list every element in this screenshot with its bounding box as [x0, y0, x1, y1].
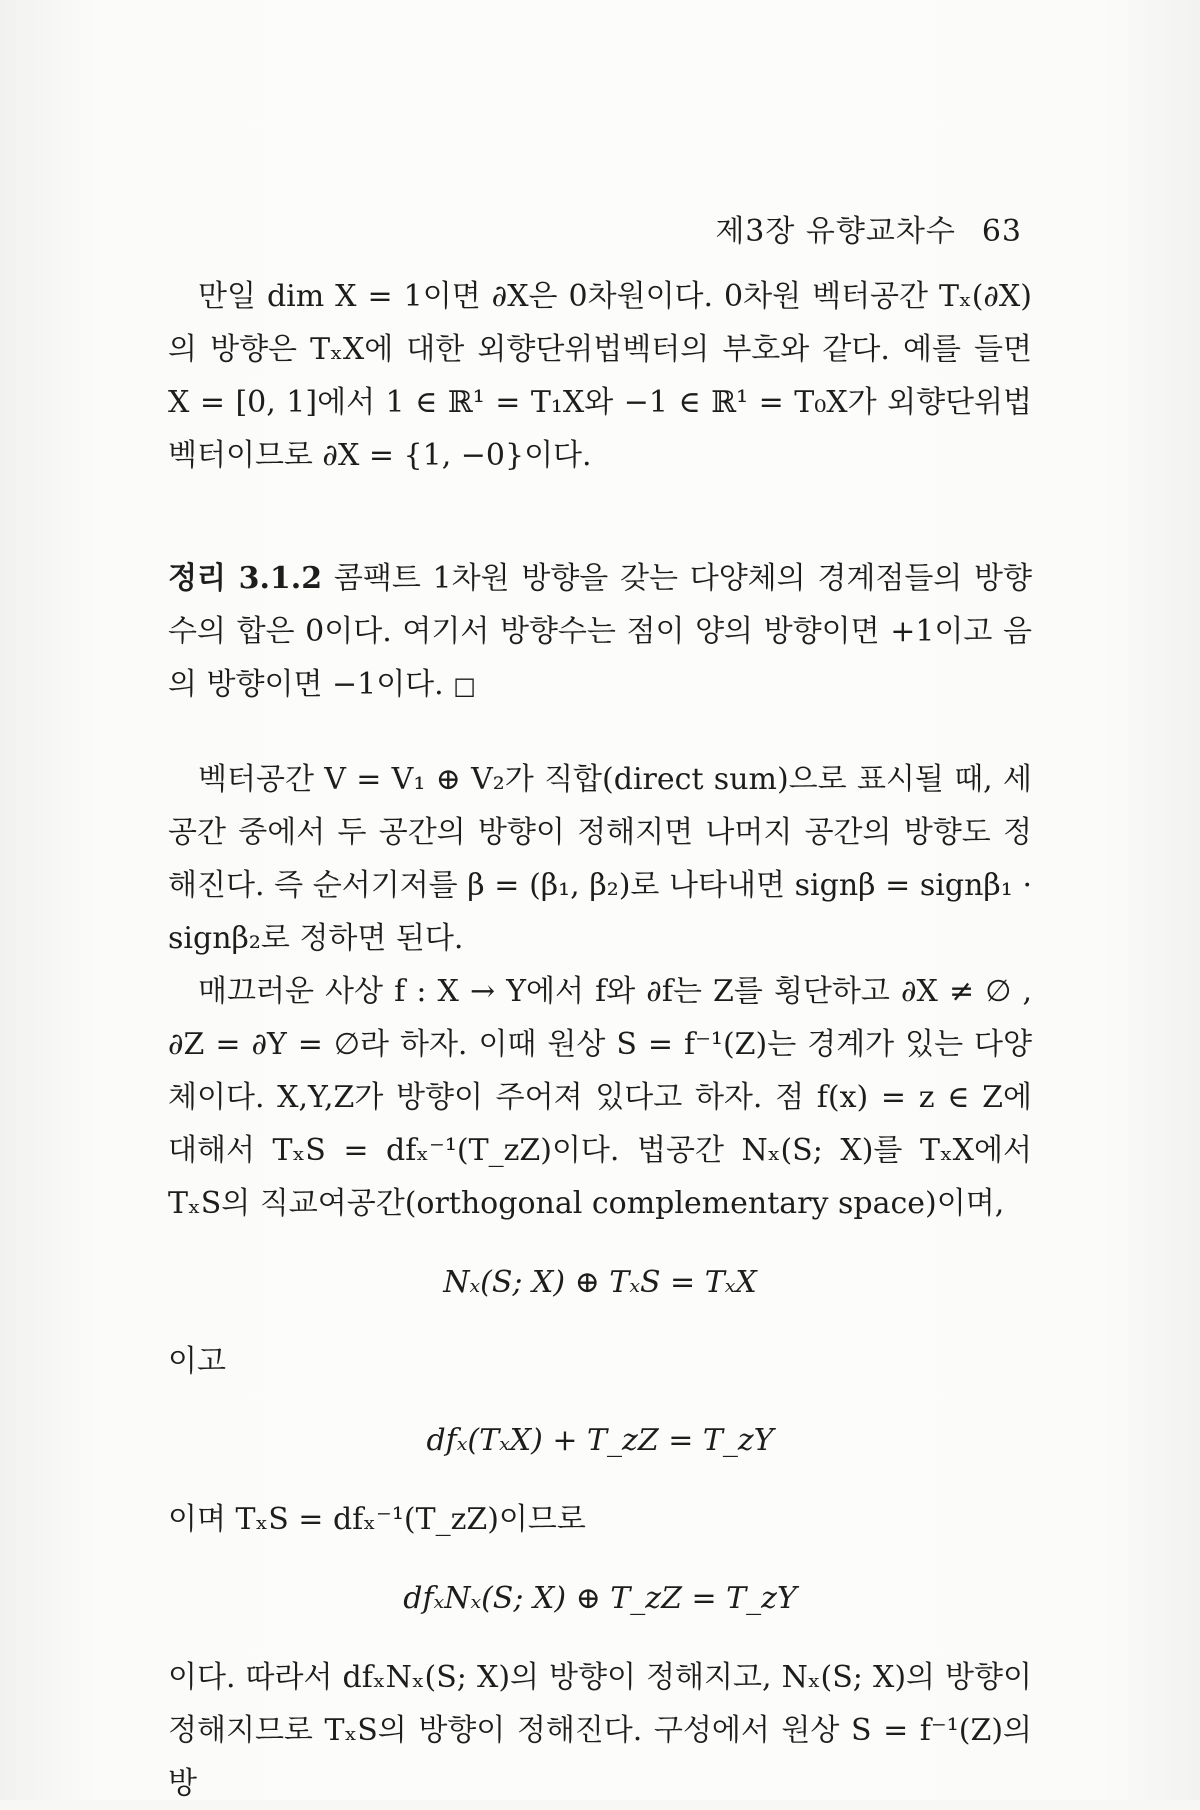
- equation-3: dfₓNₓ(S; X) ⊕ T_zZ = T_zY: [403, 1581, 797, 1616]
- qed-symbol: □: [453, 672, 476, 700]
- theorem-label: 정리 3.1.2: [168, 561, 323, 596]
- page-body: [168, 270, 1032, 1810]
- paragraph-direct-sum: 벡터공간 V = V₁ ⊕ V₂가 직합(direct sum)으로 표시될 때, 세 공간 중에서 두 공간의 방향이 정해지면 나머지 공간의 방향도 정해진다. 즉 순서기저를 β = (β₁, β₂)로 나타내면 signβ = signβ₁ · signβ₂로 정하면 된다.: [168, 762, 1032, 956]
- chapter-title: 제3장 유향교차수: [715, 214, 956, 249]
- paragraph-1: 만일 dim X = 1이면 ∂X은 0차원이다. 0차원 벡터공간 Tₓ(∂X)의 방향은 TₓX에 대한 외향단위법벡터의 부호와 같다. 예를 들면 X = [0, 1]에서 1 ∈ ℝ¹ = T₁X와 −1 ∈ ℝ¹ = T₀X가 외향단위법벡터이므로 ∂X = {1, −0}이다.: [168, 279, 1032, 473]
- paragraph-conclusion: 이다. 따라서 dfₓNₓ(S; X)의 방향이 정해지고, Nₓ(S; X)의 방향이 정해지므로 TₓS의 방향이 정해진다. 구성에서 원상 S = f⁻¹(Z)의 방: [168, 1660, 1032, 1801]
- theorem-3-1-2: [168, 552, 1032, 713]
- theorem-text: 콤팩트 1차원 방향을 갖는 다양체의 경계점들의 방향수의 합은 0이다. 여기서 방향수는 점이 양의 방향이면 +1이고 음의 방향이면 −1이다.: [168, 561, 1032, 702]
- paragraph-since: 이며 TₓS = dfₓ⁻¹(T_zZ)이므로: [168, 1502, 586, 1537]
- paragraph-and: 이고: [168, 1344, 226, 1379]
- page-number: 63: [981, 214, 1022, 249]
- paragraph-smooth-map: 매끄러운 사상 f : X → Y에서 f와 ∂f는 Z를 횡단하고 ∂X ≠ ∅ , ∂Z = ∂Y = ∅라 하자. 이때 원상 S = f⁻¹(Z)는 경계가 있는 다양체이다. X,Y,Z가 방향이 주어져 있다고 하자. 점 f(x) = z ∈ Z에 대해서 TₓS = dfₓ⁻¹(T_zZ)이다. 법공간 Nₓ(S; X)를 TₓX에서 TₓS의 직교여공간(orthogonal complementary space)이며,: [168, 974, 1032, 1221]
- equation-1: Nₓ(S; X) ⊕ TₓS = TₓX: [443, 1265, 757, 1300]
- running-header: [715, 206, 1022, 250]
- equation-2: dfₓ(TₓX) + T_zZ = T_zY: [426, 1423, 774, 1458]
